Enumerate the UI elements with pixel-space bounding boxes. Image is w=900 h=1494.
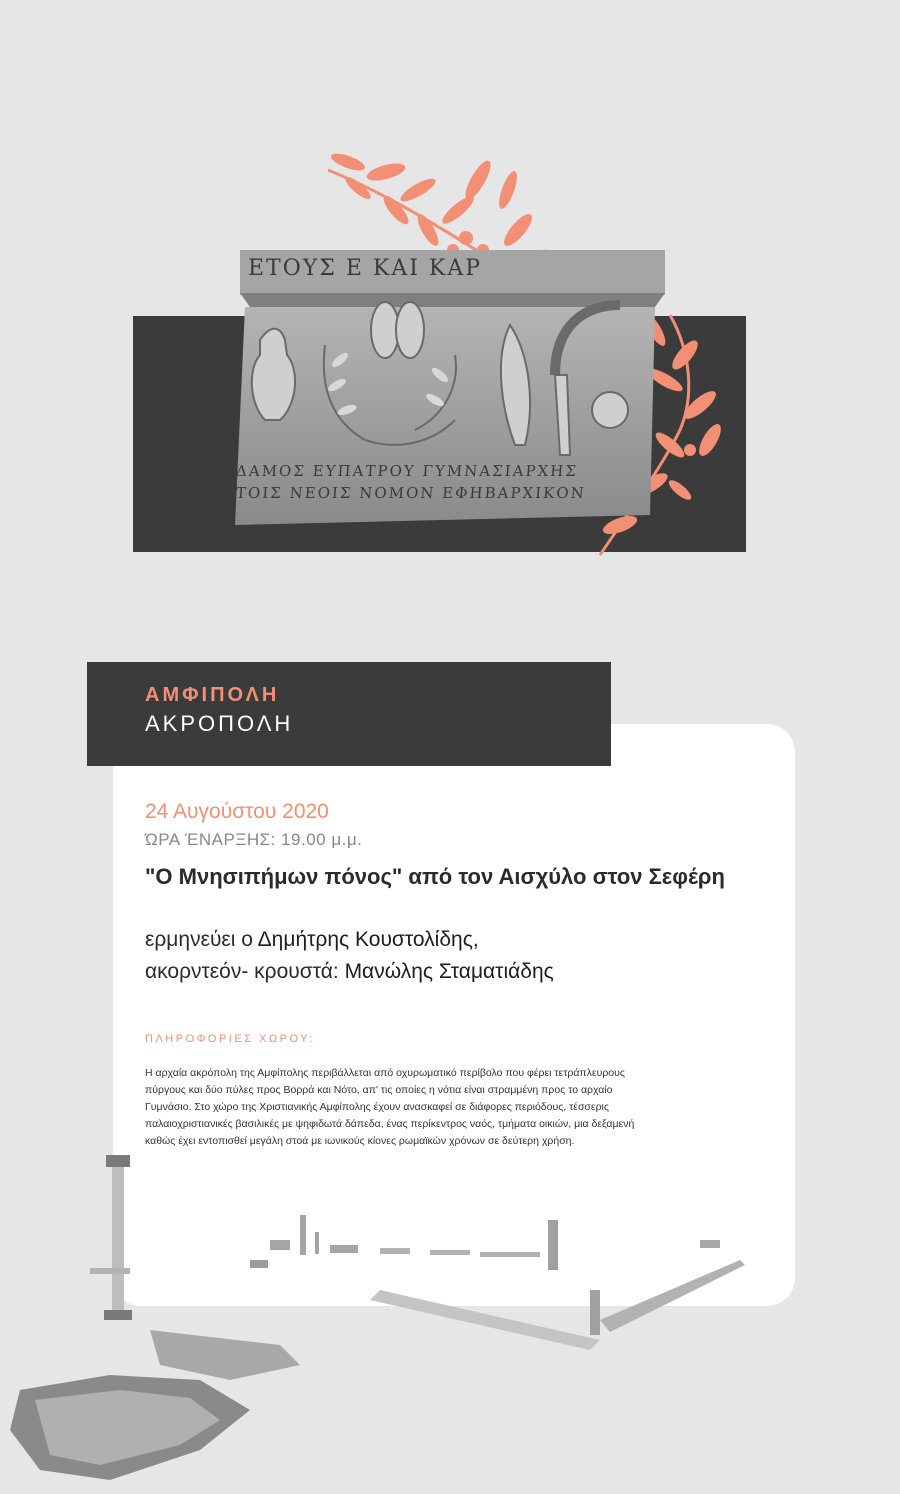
- event-start-time: ΏΡΑ ΈΝΑΡΞΗΣ: 19.00 μ.μ.: [145, 830, 363, 849]
- stele-bottom-inscription-1: ΔΑΜΟΣ ΕΥΠΑΤΡΟΥ ΓΥΜΝΑΣΙΑΡΧΗΣ: [235, 462, 579, 480]
- place-title: ΑΜΦΙΠΟΛΗ: [145, 684, 280, 706]
- instrument-performer-name: Μανώλης Σταματιάδης: [344, 960, 554, 983]
- event-date: 24 Αυγούστου 2020: [145, 800, 329, 823]
- ruins-image: [0, 1150, 760, 1490]
- event-title: "Ο Μνησιπήμων πόνος" από τον Αισχύλο στον Σεφέρη: [145, 864, 725, 889]
- performer-name: Δημήτρης Κουστολίδης,: [257, 928, 479, 951]
- stele-bottom-inscription-2: ΤΟΙΣ ΝΕΟΙΣ ΝΟΜΟΝ ΕΦΗΒΑΡΧΙΚΟΝ: [235, 484, 587, 502]
- instrument-prefix: ακορντεόν- κρουστά:: [145, 960, 345, 983]
- instrument-line: [145, 960, 554, 984]
- site-title: ΑΚΡΟΠΟΛΗ: [145, 711, 294, 736]
- stele-top-inscription: ΕΤΟΥΣ Ε ΚΑΙ ΚΑΡ: [248, 256, 483, 281]
- info-text: Η αρχαία ακρόπολη της Αμφίπολης περιβάλλεται από οχυρωματικό περίβολο που φέρει τετράπλευρους πύργους και δύο πύλες προς Βορρά και Νότο, απ' τις οποίες η νότια είναι στραμμένη προς το αρχαίο Γυμνάσιο. Στο χώρο της Χριστιανικής Αμφίπολης έχουν ανασκαφεί σε διάφορες περιόδους, τέσσερις παλαιοχριστιανικές βασιλικές με ψηφιδωτά δάπεδα, ένας περίκεντρος ναός, τμήματα οικιών, μια δεξαμενή καθώς έχει εντοπισθεί μεγάλη στοά με ιωνικούς κίονες ρωμαϊκών χρόνων σε δεύτερη χρήση.: [145, 1067, 635, 1147]
- performer-line: [145, 928, 479, 952]
- performer-prefix: ερμηνεύει ο: [145, 928, 258, 951]
- info-heading: ΠΛΗΡΟΦΟΡΙΕΣ ΧΩΡΟΥ:: [145, 1033, 315, 1045]
